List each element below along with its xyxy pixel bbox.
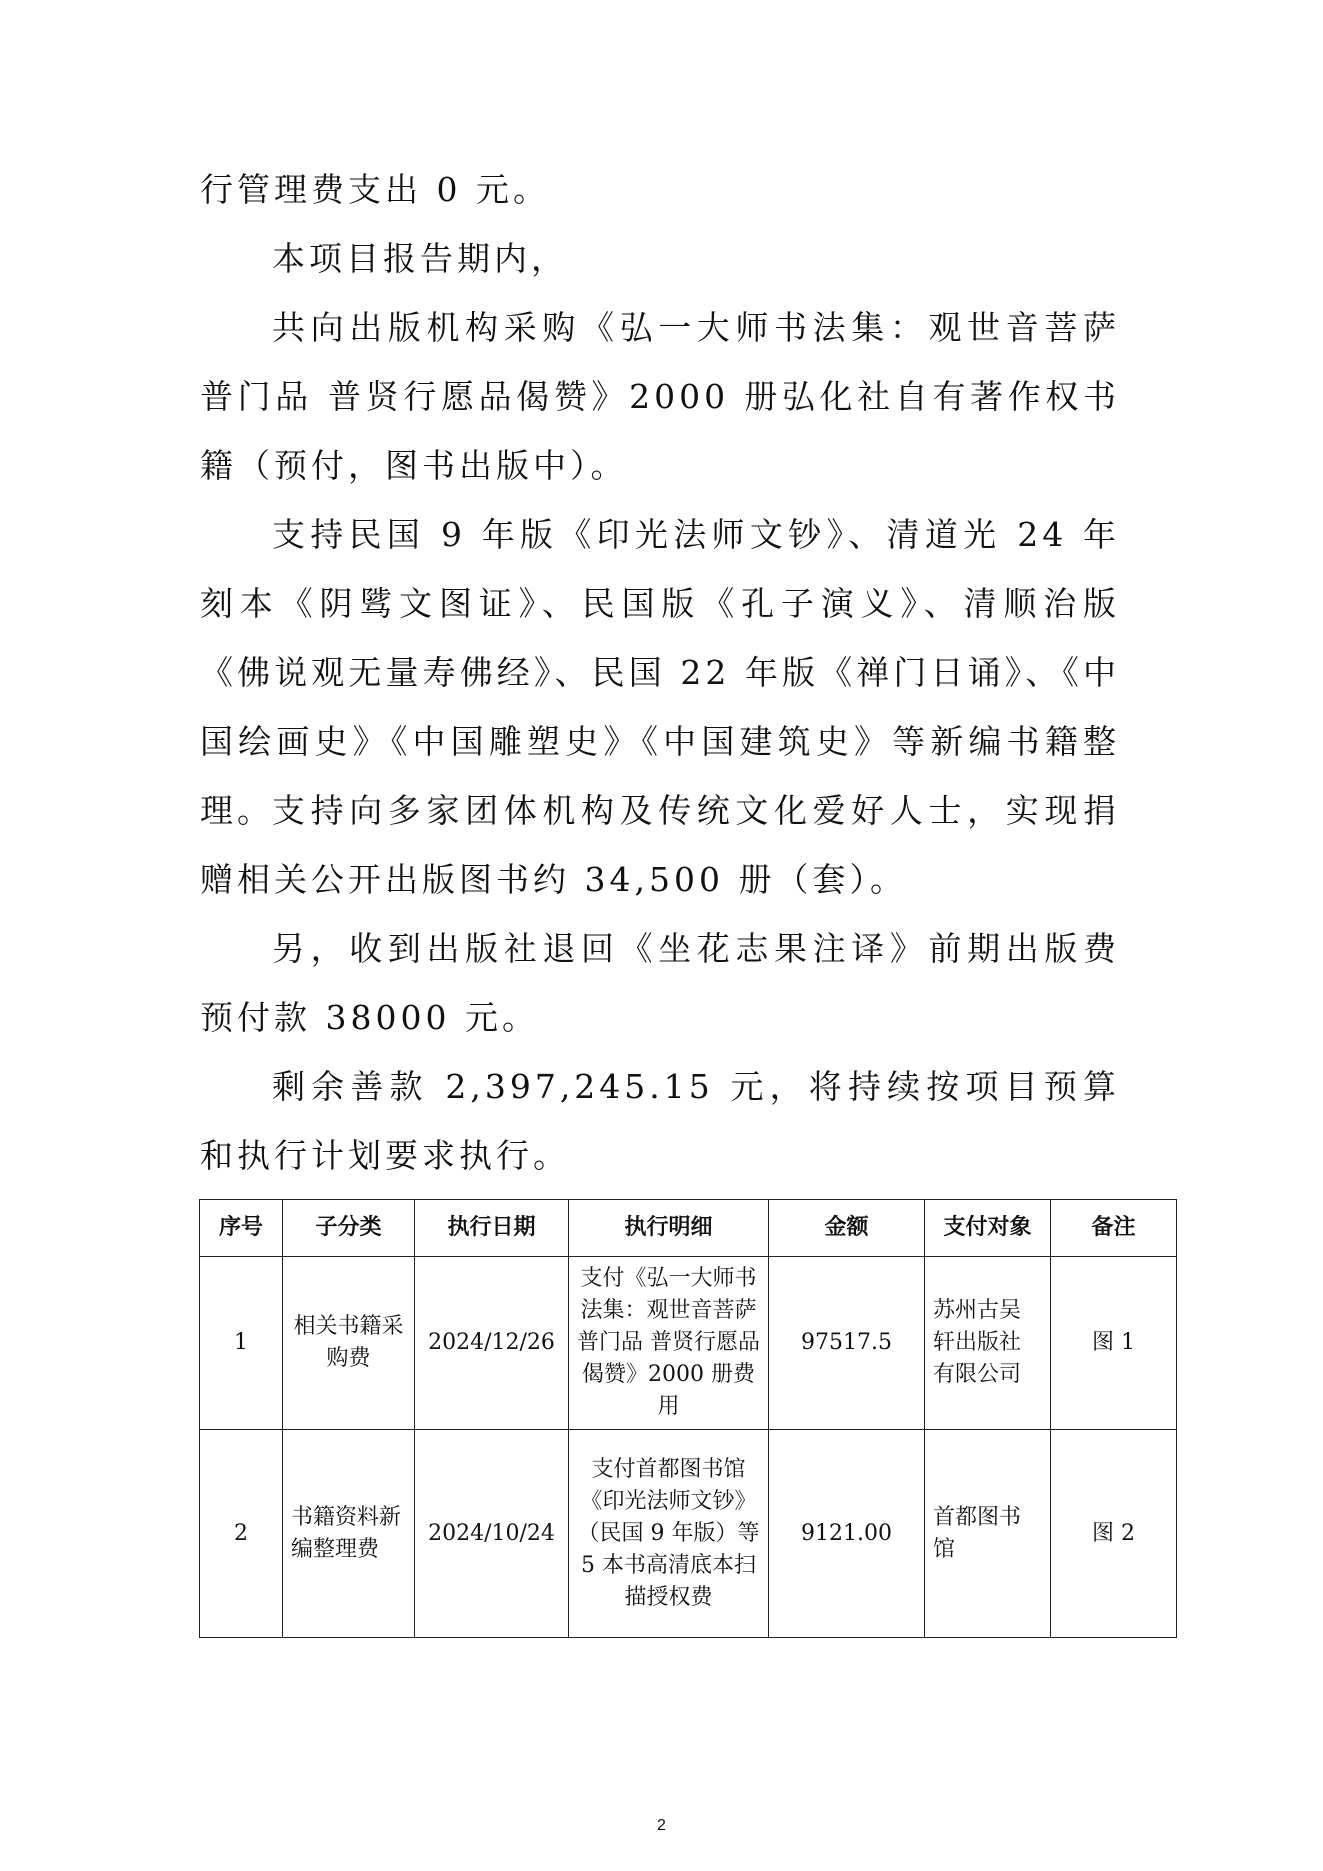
table-row <box>200 1430 1177 1638</box>
paragraph-admin-fee: 行管理费支出 0 元。 <box>200 170 550 209</box>
cell-amount: 9121.00 <box>769 1430 925 1638</box>
paragraph-refund: 另，收到出版社退回《坐花志果注译》前期出版费预付款 38000 元。 <box>200 929 1120 1037</box>
table-row <box>200 1257 1177 1430</box>
table-header-row <box>200 1200 1177 1257</box>
paragraph-book-purchase: 共向出版机构采购《弘一大师书法集：观世音菩萨普门品 普贤行愿品偈赞》2000 册弘化社自有著作权书籍（预付，图书出版中）。 <box>200 308 1120 485</box>
cell-detail: 支付《弘一大师书法集：观世音菩萨普门品 普贤行愿品偈赞》2000 册费用 <box>569 1257 769 1430</box>
header-note: 备注 <box>1051 1200 1177 1257</box>
header-index: 序号 <box>200 1200 283 1257</box>
paragraph-remaining-funds: 剩余善款 2,397,245.15 元，将持续按项目预算和执行计划要求执行。 <box>200 1067 1120 1175</box>
cell-subcategory: 书籍资料新编整理费 <box>283 1430 415 1638</box>
paragraph-book-donation: 支持向多家团体机构及传统文化爱好人士，实现捐赠相关公开出版图书约 34,500 册（套）。 <box>200 791 1120 899</box>
cell-amount: 97517.5 <box>769 1257 925 1430</box>
cell-date: 2024/10/24 <box>415 1430 569 1638</box>
cell-subcategory: 相关书籍采购费 <box>283 1257 415 1430</box>
cell-note: 图 2 <box>1051 1430 1177 1638</box>
cell-index: 2 <box>200 1430 283 1638</box>
cell-payee: 首都图书馆 <box>925 1430 1051 1638</box>
cell-detail: 支付首都图书馆《印光法师文钞》（民国 9 年版）等 5 本书高清底本扫描授权费 <box>569 1430 769 1638</box>
header-subcategory: 子分类 <box>283 1200 415 1257</box>
header-date: 执行日期 <box>415 1200 569 1257</box>
cell-note: 图 1 <box>1051 1257 1177 1430</box>
header-payee: 支付对象 <box>925 1200 1051 1257</box>
header-detail: 执行明细 <box>569 1200 769 1257</box>
header-amount: 金额 <box>769 1200 925 1257</box>
cell-index: 1 <box>200 1257 283 1430</box>
cell-payee: 苏州古吴轩出版社有限公司 <box>925 1257 1051 1430</box>
execution-table <box>199 1199 1177 1638</box>
paragraph-book-editing: 支持民国 9 年版《印光法师文钞》、清道光 24 年刻本《阴骘文图证》、民国版《孔子演义》、清顺治版《佛说观无量寿佛经》、民国 22 年版《禅门日诵》、《中国绘画史》《中国雕塑史》《中国建筑史》等新编书籍整理。 <box>200 515 1120 830</box>
page-number: 2 <box>657 1817 666 1834</box>
cell-date: 2024/12/26 <box>415 1257 569 1430</box>
paragraph-period-intro: 本项目报告期内， <box>272 239 568 278</box>
